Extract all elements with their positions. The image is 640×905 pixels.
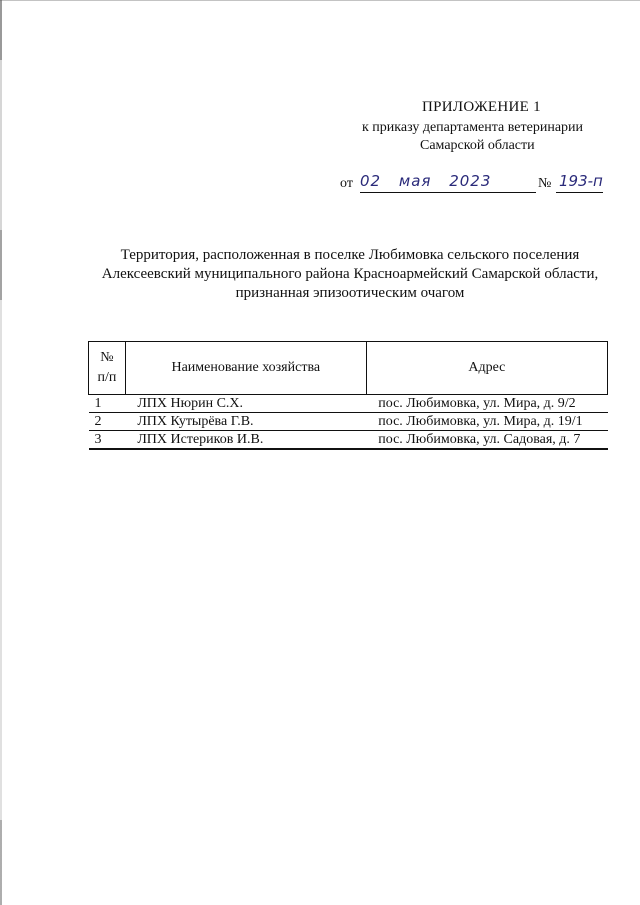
header-household-name: Наименование хозяйства xyxy=(125,342,366,395)
row-address: пос. Любимовка, ул. Садовая, д. 7 xyxy=(366,431,607,450)
households-table xyxy=(88,341,608,450)
annex-region: Самарской области xyxy=(420,138,535,153)
scan-top-edge xyxy=(0,0,640,1)
heading-line-1: Территория, расположенная в поселке Любимовка сельского поселения xyxy=(120,247,580,263)
table-row xyxy=(89,395,608,413)
table-header-row xyxy=(89,342,608,395)
order-year: 2023 xyxy=(449,172,492,190)
row-number: 2 xyxy=(89,413,126,431)
row-household-name: ЛПХ Нюрин С.Х. xyxy=(125,395,366,413)
order-month: мая xyxy=(398,172,432,190)
row-household-name: ЛПХ Истериков И.В. xyxy=(125,431,366,450)
order-number-label: № xyxy=(538,176,552,191)
header-number-abbrev: п/п xyxy=(97,370,117,385)
row-number: 1 xyxy=(89,395,126,413)
row-number: 3 xyxy=(89,431,126,450)
table-row xyxy=(89,413,608,431)
annex-title: ПРИЛОЖЕНИЕ 1 xyxy=(422,99,541,115)
header-address: Адрес xyxy=(366,342,607,395)
order-date-prefix: от xyxy=(340,176,353,191)
heading-line-2: Алексеевский муниципального района Красноармейский Самарской области, xyxy=(101,266,599,282)
order-number-handwritten: 193-п xyxy=(556,172,603,193)
annex-order-reference: к приказу департамента ветеринарии xyxy=(362,120,584,135)
row-address: пос. Любимовка, ул. Мира, д. 9/2 xyxy=(366,395,607,413)
header-number xyxy=(89,342,126,395)
row-address: пос. Любимовка, ул. Мира, д. 19/1 xyxy=(366,413,607,431)
heading-line-3: признанная эпизоотическим очагом xyxy=(235,285,465,301)
header-number-sign: № xyxy=(100,350,114,365)
table-row xyxy=(89,431,608,450)
row-household-name: ЛПХ Кутырёва Г.В. xyxy=(125,413,366,431)
order-date-handwritten xyxy=(360,172,536,193)
scan-left-edge xyxy=(0,0,2,905)
order-day: 02 xyxy=(360,172,382,190)
order-reference-line xyxy=(340,172,610,194)
document-heading xyxy=(70,246,630,303)
